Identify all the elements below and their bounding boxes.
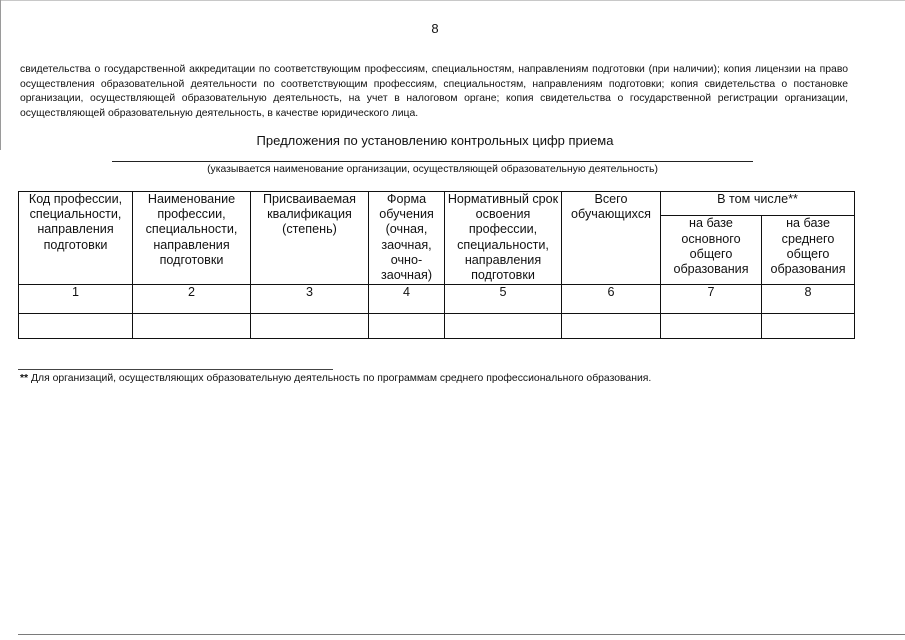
footnote-text: Для организаций, осуществляющих образовательную деятельность по программам среднего профессионального образования. <box>28 373 652 384</box>
empty-cell <box>251 314 369 339</box>
admission-figures-table <box>18 191 855 339</box>
footnote-rule <box>18 369 333 370</box>
page-number: 8 <box>431 21 439 36</box>
organization-name-line <box>112 161 753 162</box>
footnote <box>20 373 880 384</box>
column-number: 1 <box>19 285 133 314</box>
empty-cell <box>133 314 251 339</box>
header-secondary-general: на базе среднего общего образования <box>762 216 855 285</box>
empty-cell <box>369 314 445 339</box>
body-paragraph: свидетельства о государственной аккредитации по соответствующим профессиям, специальностям, направлениям подготовки (при наличии); копия лицензии на право осуществления образовательной деятельности по соответствующим профессиям, специальностям, направлениям подготовки; копия свидетельства о постановке организации, осуществляющей образовательную деятельность, на учет в налоговом органе; копия свидетельства о государственной регистрации организации, осуществляющей образовательную деятельность, в качестве юридического лица. <box>20 64 848 119</box>
column-number: 7 <box>661 285 762 314</box>
scan-edge-top <box>0 0 905 5</box>
column-number: 8 <box>762 285 855 314</box>
empty-cell <box>562 314 661 339</box>
empty-data-row <box>19 314 855 339</box>
column-number: 5 <box>445 285 562 314</box>
empty-cell <box>445 314 562 339</box>
column-number-row <box>19 285 855 314</box>
section-title: Предложения по установлению контрольных цифр приема <box>256 133 614 148</box>
header-qualification: Присваиваемая квалификация (степень) <box>251 192 369 285</box>
header-total-students: Всего обучающихся <box>562 192 661 285</box>
header-including: В том числе** <box>661 192 855 216</box>
organization-name-caption: (указывается наименование организации, осуществляющей образовательную деятельность) <box>207 164 658 175</box>
column-number: 3 <box>251 285 369 314</box>
empty-cell <box>762 314 855 339</box>
empty-cell <box>661 314 762 339</box>
empty-cell <box>19 314 133 339</box>
header-row <box>19 192 855 216</box>
column-number: 6 <box>562 285 661 314</box>
header-name: Наименование профессии, специальности, направления подготовки <box>133 192 251 285</box>
footnote-mark: ** <box>20 373 29 384</box>
scan-edge-bottom <box>18 634 905 635</box>
header-study-period: Нормативный срок освоения профессии, специальности, направления подготовки <box>445 192 562 285</box>
column-number: 4 <box>369 285 445 314</box>
header-study-form: Форма обучения (очная, заочная, очно-заочная) <box>369 192 445 285</box>
header-code: Код профессии, специальности, направления подготовки <box>19 192 133 285</box>
header-basic-general: на базе основного общего образования <box>661 216 762 285</box>
column-number: 2 <box>133 285 251 314</box>
